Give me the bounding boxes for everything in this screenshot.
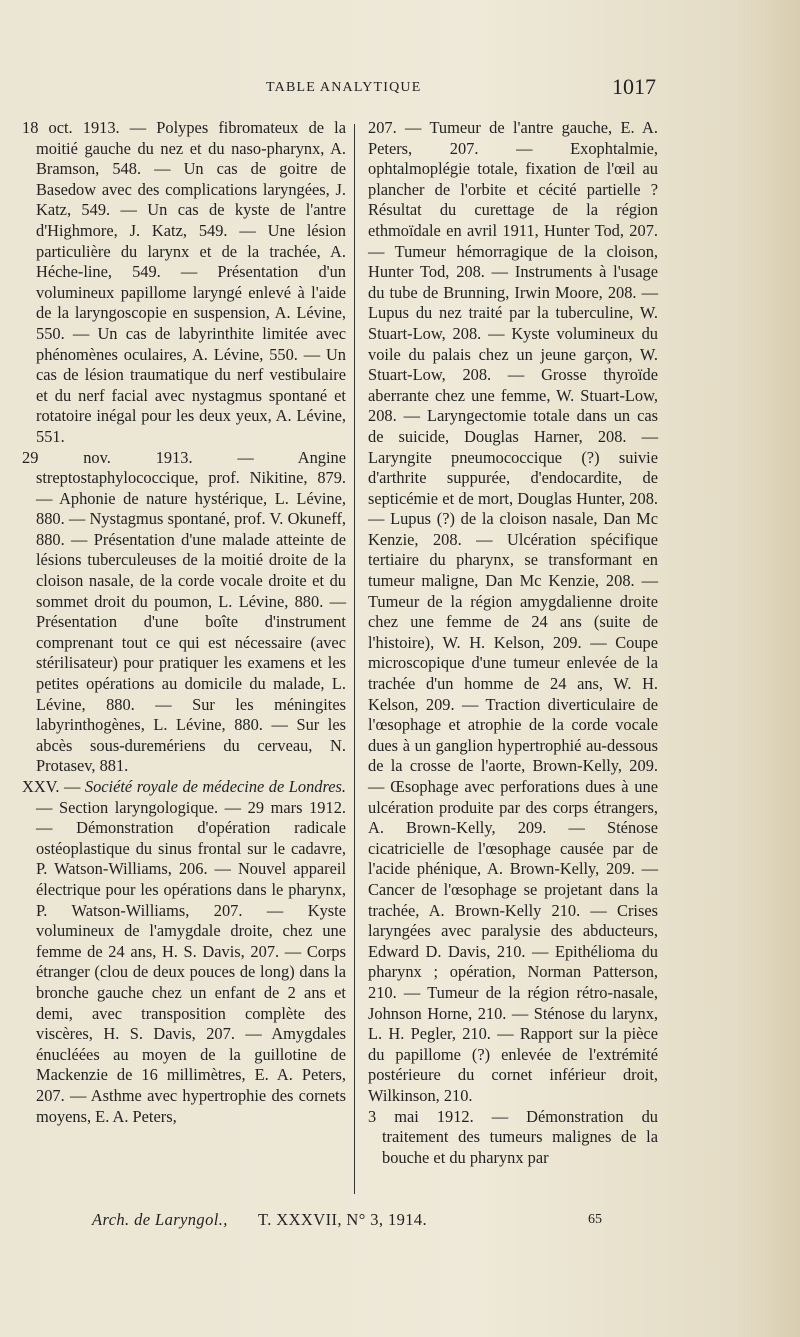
running-header xyxy=(0,76,800,100)
entry-29-nov-1913: 29 nov. 1913. — Angine streptostaphylococcique, prof. Nikitine, 879. — Aphonie de nature hystérique, L. Lévine, 880. — Nystagmus spontané, prof. V. Okuneff, 880. — Présentation d'une malade atteinte de lésions tuberculeuses de la moitié droite de la cloison nasale, de la corde vocale droite et du sommet droit du poumon, L. Lévine, 880. — Présentation d'une boîte d'instrument comprenant tout ce qui est nécessaire (avec stérilisateur) pour pratiquer les examens et les petites opérations au domicile du malade, L. Lévine, 880. — Sur les méningites labyrinthogènes, L. Lévine, 880. — Sur les abcès sous-duremériens du cerveau, N. Protasev, 881. xyxy=(22,447,346,776)
journal-name: Arch. de Laryngol., xyxy=(92,1210,228,1229)
entry-18-oct-1913: 18 oct. 1913. — Polypes fibromateux de la moitié gauche du nez et du naso-pharynx, A. Bramson, 548. — Un cas de goitre de Basedow avec des complications laryngées, J. Katz, 549. — Un cas de kyste de l'antre d'Highmore, J. Katz, 549. — Une lésion particulière du larynx et de la trachée, A. Héche-line, 549. — Présentation d'un volumineux papillome laryngé enlevé à l'aide de la laryngoscopie en suspension, A. Lévine, 550. — Un cas de labyrinthite limitée avec phénomènes oculaires, A. Lévine, 550. — Un cas de lésion traumatique du nerf vestibulaire et du nerf facial avec nystagmus spontané et rotatoire inégal pour les deux yeux, A. Lévine, 551. xyxy=(22,118,346,446)
entry-3-mai-1912: 3 mai 1912. — Démonstration du traitement des tumeurs malignes de la bouche et du pharynx par xyxy=(368,1106,658,1167)
running-title: TABLE ANALYTIQUE xyxy=(266,80,422,95)
page-number: 1017 xyxy=(612,74,656,99)
right-column xyxy=(368,118,658,1168)
entry-section-xxv xyxy=(22,777,346,1127)
column-divider xyxy=(354,124,355,1194)
section-number: XXV. — xyxy=(22,777,85,796)
page-footer xyxy=(0,1210,800,1234)
entry-continuation: 207. — Tumeur de l'antre gauche, E. A. Peters, 207. — Exophtalmie, ophtalmoplégie totale, fixation de l'œil au plancher de l'orbite et cécité partielle ? Résultat du curettage de la région ethmoïdale en avril 1911, Hunter Tod, 207. — Tumeur hémorragique de la cloison, Hunter Tod, 208. — Instruments à l'usage du tube de Brunning, Irwin Moore, 208. — Lupus du nez traité par la tuberculine, W. Stuart-Low, 208. — Kyste volumineux du voile du palais chez un jeune garçon, W. Stuart-Low, 208. — Grosse thyroïde aberrante chez une femme, W. Stuart-Low, 208. — Laryngectomie totale dans un cas de suicide, Douglas Harner, 208. — Laryngite pneumococcique (?) suivie d'arthrite suppurée, d'endocardite, de septicémie et de mort, Douglas Hunter, 208. — Lupus (?) de la cloison nasale, Dan Mc Kenzie, 208. — Ulcération spécifique tertiaire du pharynx, se transformant en tumeur maligne, Dan Mc Kenzie, 208. — Tumeur de la région amygdalienne droite chez une femme de 24 ans (suite de l'histoire), W. H. Kelson, 209. — Coupe microscopique d'une tumeur enlevée de la trachée d'un homme de 24 ans, W. H. Kelson, 209. — Traction diverticulaire de l'œsophage et atrophie de la corde vocale dues à un ganglion hypertrophié au-dessous de la crosse de l'aorte, Brown-Kelly, 209. — Œsophage avec perforations dues à une ulcération produite par des corps étrangers, A. Brown-Kelly, 209. — Sténose cicatricielle de l'œsophage causée par de l'acide phénique, A. Brown-Kelly, 209. — Cancer de l'œsophage se projetant dans la trachée, A. Brown-Kelly 210. — Crises laryngées avec paralysie des abducteurs, Edward D. Davis, 210. — Epithélioma du pharynx ; opération, Norman Patterson, 210. — Tumeur de la région rétro-nasale, Johnson Horne, 210. — Sténose du larynx, L. H. Pegler, 210. — Rapport sur la pièce du papillome (?) enlevée de l'extrémité postérieure du cornet inférieur droit, Wilkinson, 210. xyxy=(368,118,658,1105)
society-name: Société royale de médecine de Londres. xyxy=(84,777,346,796)
sheet-number: 65 xyxy=(588,1212,602,1227)
section-body: — Section laryngologique. — 29 mars 1912. — Démonstration d'opération radicale ostéoplastique du sinus frontal sur le cadavre, P. Watson-Williams, 206. — Nouvel appareil électrique pour les opérations dans le pharynx, P. Watson-Williams, 207. — Kyste volumineux de l'amygdale droite, chez une femme de 24 ans, H. S. Davis, 207. — Corps étranger (clou de deux pouces de long) dans la bronche gauche chez un enfant de 2 ans et demi, avec transposition complète des viscères, H. S. Davis, 207. — Amygdales énucléées au moyen de la guillotine de Mackenzie de 16 millimètres, E. A. Peters, 207. — Asthme avec hypertrophie des cornets moyens, E. A. Peters, xyxy=(36,797,346,1126)
left-column xyxy=(22,118,346,1127)
volume-info: T. XXXVII, N° 3, 1914. xyxy=(258,1210,428,1229)
